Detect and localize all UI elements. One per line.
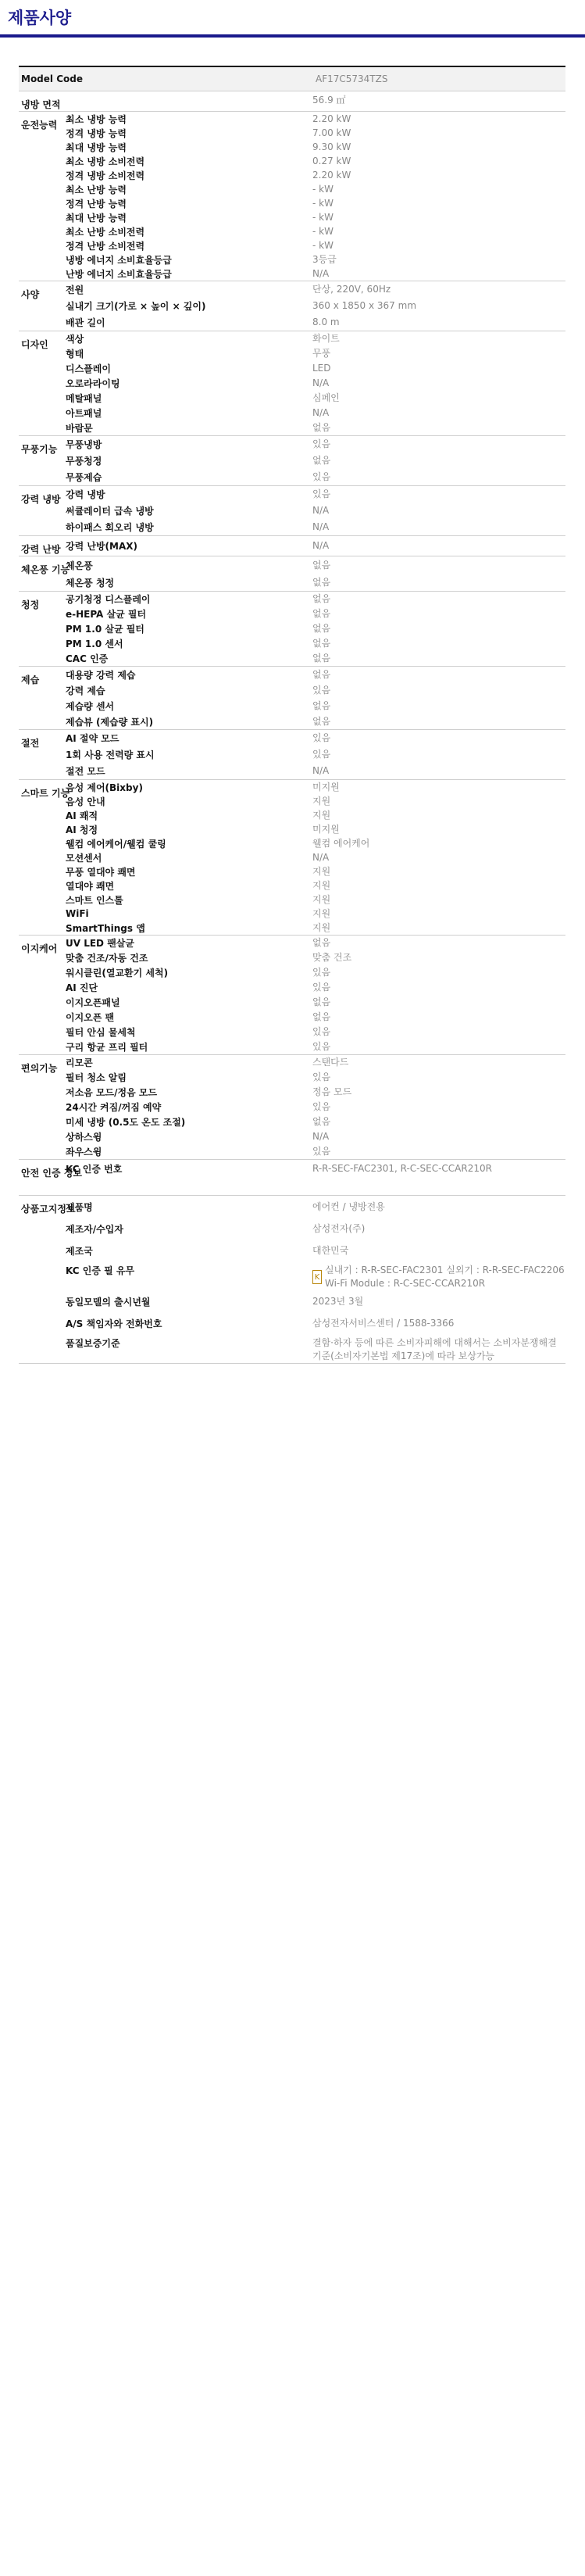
spec-label: 무풍냉방 xyxy=(66,439,102,450)
spec-value: 맞춤 건조 xyxy=(312,952,352,963)
spec-row xyxy=(66,436,565,453)
spec-row xyxy=(66,346,565,361)
spec-value: 3등급 xyxy=(312,253,337,265)
spec-value: N/A xyxy=(312,267,330,279)
spec-value: 지원 xyxy=(312,907,331,919)
spec-value: 2.20 kW xyxy=(312,169,351,181)
spec-items xyxy=(66,486,565,535)
spec-row xyxy=(66,808,565,822)
spec-label: 냉방 에너지 소비효율등급 xyxy=(66,254,172,266)
spec-label: 체온풍 xyxy=(66,560,93,571)
spec-category: 강력 냉방 xyxy=(21,494,61,505)
spec-label: 미세 냉방 (0.5도 온도 조절) xyxy=(66,1117,186,1128)
spec-row xyxy=(66,331,565,346)
spec-value: 없음 xyxy=(312,422,331,433)
spec-label: 무풍 열대야 쾌면 xyxy=(66,866,136,878)
spec-label: 제습량 센서 xyxy=(66,700,115,712)
spec-row xyxy=(66,1144,565,1159)
spec-value xyxy=(312,1264,565,1290)
spec-row xyxy=(66,980,565,995)
spec-label: 최대 냉방 능력 xyxy=(66,141,127,153)
spec-items xyxy=(66,112,565,281)
spec-row xyxy=(66,140,565,154)
spec-category: 체온풍 기능 xyxy=(21,564,70,575)
spec-row xyxy=(66,391,565,406)
spec-row xyxy=(66,822,565,836)
kc-mark-wrap xyxy=(312,1264,565,1290)
spec-row xyxy=(66,224,565,238)
spec-value: 지원 xyxy=(312,795,331,807)
spec-label: 최소 난방 소비전력 xyxy=(66,226,145,238)
spec-row xyxy=(66,864,565,878)
spec-value: 있음 xyxy=(312,684,331,696)
spec-label: 실내기 크기(가로 × 높이 × 깊이) xyxy=(66,301,206,312)
spec-row xyxy=(66,606,565,621)
spec-row xyxy=(66,780,565,794)
spec-label: e-HEPA 살균 필터 xyxy=(66,609,147,620)
spec-items xyxy=(66,667,565,729)
spec-value: 없음 xyxy=(312,996,331,1007)
spec-value: 없음 xyxy=(312,715,331,727)
spec-label: AI 청정 xyxy=(66,824,98,835)
spec-label: 맞춤 건조/자동 건조 xyxy=(66,953,148,964)
spec-row xyxy=(66,950,565,965)
spec-value: 화이트 xyxy=(312,333,340,344)
spec-label: 디스플레이 xyxy=(66,363,111,374)
spec-value: 미지원 xyxy=(312,781,340,792)
spec-row xyxy=(66,893,565,907)
spec-category: 냉방 면적 xyxy=(21,99,61,110)
spec-group xyxy=(19,91,565,112)
spec-label: 음성 안내 xyxy=(66,796,105,807)
spec-value: N/A xyxy=(312,407,330,418)
spec-value: 에어컨 / 냉방전용 xyxy=(312,1200,385,1212)
spec-value: 심페인 xyxy=(312,392,340,403)
spec-label: 절전 모드 xyxy=(66,766,105,777)
spec-group xyxy=(19,536,565,556)
spec-row xyxy=(66,667,565,682)
spec-row xyxy=(66,519,565,535)
spec-value: 무풍 xyxy=(312,348,331,359)
spec-row xyxy=(66,651,565,666)
spec-row xyxy=(66,746,565,763)
spec-group xyxy=(19,281,565,331)
spec-value: 없음 xyxy=(312,937,331,948)
spec-row xyxy=(66,420,565,435)
spec-value: 8.0 m xyxy=(312,317,340,327)
spec-label: 강력 제습 xyxy=(66,685,105,696)
spec-value: 없음 xyxy=(312,699,331,711)
model-code-value: AF17C5734TZS xyxy=(316,73,388,84)
spec-row xyxy=(66,556,565,574)
spec-row xyxy=(66,376,565,391)
spec-category: 절전 xyxy=(21,738,40,749)
spec-label: 필터 청소 알림 xyxy=(66,1072,127,1083)
spec-row xyxy=(66,1334,565,1363)
spec-row xyxy=(66,182,565,196)
spec-label: 배관 길이 xyxy=(66,317,105,328)
spec-label: 정격 냉방 소비전력 xyxy=(66,170,145,181)
spec-label: 1회 사용 전력량 표시 xyxy=(66,750,155,760)
spec-value: 단상, 220V, 60Hz xyxy=(312,284,391,295)
spec-value: 있음 xyxy=(312,749,331,760)
spec-label: 강력 냉방 xyxy=(66,489,105,500)
spec-row xyxy=(66,168,565,182)
spec-row xyxy=(66,1160,565,1195)
spec-value: 없음 xyxy=(312,608,331,619)
spec-row xyxy=(66,794,565,808)
spec-value: 360 x 1850 x 367 mm xyxy=(312,300,417,311)
spec-value: 있음 xyxy=(312,1041,331,1052)
spec-value: 정음 모드 xyxy=(312,1086,352,1097)
spec-row xyxy=(66,314,565,331)
spec-label: 바람문 xyxy=(66,423,93,434)
spec-row xyxy=(66,406,565,420)
spec-label: A/S 책임자와 전화번호 xyxy=(66,1318,162,1329)
spec-value: 스탠다드 xyxy=(312,1057,349,1068)
spec-label: 정격 난방 능력 xyxy=(66,198,127,209)
spec-value: 지원 xyxy=(312,865,331,877)
spec-label: 메탈패널 xyxy=(66,393,102,404)
spec-value: 있음 xyxy=(312,471,331,482)
spec-value: 대한민국 xyxy=(312,1244,349,1256)
spec-row xyxy=(66,1261,565,1290)
spec-value: 7.00 kW xyxy=(312,127,351,138)
spec-row xyxy=(66,469,565,485)
spec-row xyxy=(66,714,565,729)
spec-value: 지원 xyxy=(312,879,331,891)
spec-label: 전원 xyxy=(66,284,84,295)
spec-label: 열대야 쾌면 xyxy=(66,880,115,892)
spec-category: 사양 xyxy=(21,289,40,300)
spec-row xyxy=(66,1218,565,1240)
spec-row xyxy=(66,1312,565,1334)
spec-label: 음성 제어(Bixby) xyxy=(66,782,143,793)
spec-value: N/A xyxy=(312,539,330,551)
spec-value: 없음 xyxy=(312,559,331,571)
spec-row xyxy=(66,453,565,469)
spec-row xyxy=(66,1240,565,1261)
spec-label: 정격 냉방 능력 xyxy=(66,127,127,139)
spec-row xyxy=(66,921,565,935)
spec-label: 웰컴 에어케어/웰컴 쿨링 xyxy=(66,838,166,850)
spec-row xyxy=(66,298,565,314)
spec-row xyxy=(66,1196,565,1218)
spec-row xyxy=(66,154,565,168)
spec-value: 없음 xyxy=(312,1116,331,1127)
spec-row xyxy=(66,238,565,252)
spec-value: 있음 xyxy=(312,1072,331,1082)
spec-row xyxy=(66,850,565,864)
spec-value: 결함·하자 등에 따른 소비자피해에 대해서는 소비자분쟁해결기준(소비자기본법 제17조)에 따라 보상가능 xyxy=(312,1337,557,1361)
spec-value: 지원 xyxy=(312,809,331,821)
spec-label: SmartThings 앱 xyxy=(66,922,145,934)
spec-value: N/A xyxy=(312,851,330,863)
spec-row xyxy=(66,907,565,921)
spec-row xyxy=(66,1025,565,1039)
spec-category: 제습 xyxy=(21,674,40,685)
spec-row xyxy=(66,210,565,224)
spec-row xyxy=(66,112,565,126)
spec-row xyxy=(66,1129,565,1144)
spec-row xyxy=(66,1085,565,1100)
spec-label: 구리 항균 프리 필터 xyxy=(66,1042,148,1053)
spec-value: 삼성전자서비스센터 / 1588-3366 xyxy=(312,1317,455,1329)
spec-row xyxy=(66,698,565,714)
spec-label: 강력 난방(MAX) xyxy=(66,540,137,552)
spec-label: UV LED 팬살균 xyxy=(66,938,134,949)
spec-label: 써큘레이터 급속 냉방 xyxy=(66,506,154,517)
spec-row xyxy=(66,836,565,850)
spec-value: - kW xyxy=(312,197,334,209)
spec-label: 저소음 모드/정음 모드 xyxy=(66,1087,158,1098)
spec-label: 무풍청정 xyxy=(66,456,102,467)
spec-label: 공기청정 디스플레이 xyxy=(66,594,151,605)
spec-value: 지원 xyxy=(312,893,331,905)
spec-label: 필터 안심 물세척 xyxy=(66,1027,136,1038)
spec-value: N/A xyxy=(312,1131,330,1142)
spec-value: 56.9 ㎡ xyxy=(312,95,346,106)
spec-row xyxy=(66,281,565,298)
spec-value: 없음 xyxy=(312,576,331,588)
spec-group xyxy=(19,730,565,780)
spec-label: KC 인증 번호 xyxy=(66,1164,123,1175)
spec-label: 이지오픈패널 xyxy=(66,997,120,1008)
spec-items xyxy=(66,331,565,435)
spec-value: 지원 xyxy=(312,921,331,933)
spec-label: AI 절약 모드 xyxy=(66,733,119,744)
spec-label: PM 1.0 센서 xyxy=(66,639,123,649)
spec-value: - kW xyxy=(312,183,334,195)
spec-items xyxy=(66,91,565,111)
spec-value: 없음 xyxy=(312,653,331,664)
spec-label: AI 쾌적 xyxy=(66,810,98,821)
spec-row xyxy=(66,486,565,503)
spec-label: 대용량 강력 제습 xyxy=(66,669,136,681)
spec-label: 이지오픈 팬 xyxy=(66,1012,115,1023)
spec-group xyxy=(19,780,565,936)
model-code-label: Model Code xyxy=(21,73,83,84)
spec-label: 동일모델의 출시년월 xyxy=(66,1296,151,1308)
spec-row xyxy=(66,1070,565,1085)
spec-row xyxy=(66,503,565,519)
spec-label: AI 진단 xyxy=(66,982,98,993)
spec-row xyxy=(66,91,565,109)
spec-label: 스마트 인스톨 xyxy=(66,894,123,906)
spec-row xyxy=(66,1100,565,1114)
spec-label: 최소 냉방 소비전력 xyxy=(66,156,145,167)
spec-value: 있음 xyxy=(312,982,331,993)
spec-row xyxy=(66,267,565,281)
spec-row xyxy=(66,878,565,893)
spec-row xyxy=(66,621,565,636)
spec-label: 좌우스윙 xyxy=(66,1147,102,1157)
spec-groups xyxy=(19,91,565,1364)
spec-label: KC 인증 필 유무 xyxy=(66,1265,135,1276)
spec-label: 리모콘 xyxy=(66,1057,93,1068)
spec-row xyxy=(66,196,565,210)
spec-label: 무풍제습 xyxy=(66,472,102,483)
spec-label: 아트패널 xyxy=(66,408,102,419)
spec-value: N/A xyxy=(312,377,330,388)
spec-label: 최대 난방 능력 xyxy=(66,212,127,224)
spec-items xyxy=(66,936,565,1054)
spec-category: 상품고지정보 xyxy=(21,1204,76,1215)
spec-row xyxy=(66,361,565,376)
spec-items xyxy=(66,730,565,779)
spec-category: 강력 난방 xyxy=(21,544,61,555)
spec-label: 제습뷰 (제습량 표시) xyxy=(66,716,154,728)
spec-label: 최소 난방 능력 xyxy=(66,184,127,195)
spec-table xyxy=(19,66,565,1364)
spec-items xyxy=(66,1160,565,1195)
spec-value: 없음 xyxy=(312,593,331,604)
spec-label: 오로라라이팅 xyxy=(66,378,120,389)
spec-items xyxy=(66,780,565,935)
spec-category: 이지케어 xyxy=(21,943,58,954)
spec-row xyxy=(66,1010,565,1025)
spec-row xyxy=(66,730,565,746)
spec-items xyxy=(66,556,565,591)
spec-value: 있음 xyxy=(312,438,331,449)
spec-value: 있음 xyxy=(312,732,331,743)
spec-category: 청정 xyxy=(21,599,40,610)
spec-row xyxy=(66,1114,565,1129)
spec-group xyxy=(19,1160,565,1196)
spec-value: N/A xyxy=(312,521,330,532)
spec-value: 웰컴 에어케어 xyxy=(312,837,370,849)
spec-value: N/A xyxy=(312,505,330,516)
spec-value: 있음 xyxy=(312,1026,331,1037)
spec-value: - kW xyxy=(312,239,334,251)
spec-value: 있음 xyxy=(312,1101,331,1112)
spec-label: 상하스윙 xyxy=(66,1132,102,1143)
spec-row xyxy=(66,574,565,591)
spec-value: N/A xyxy=(312,765,330,776)
spec-group xyxy=(19,486,565,536)
spec-group xyxy=(19,936,565,1055)
spec-category: 편의기능 xyxy=(21,1063,58,1074)
spec-label: 24시간 켜짐/꺼짐 예약 xyxy=(66,1102,162,1113)
spec-row xyxy=(66,1055,565,1070)
page-title: 제품사양 xyxy=(0,0,585,38)
spec-category: 디자인 xyxy=(21,339,48,350)
spec-value: LED xyxy=(312,363,331,374)
spec-value: 2023년 3월 xyxy=(312,1295,364,1307)
spec-label: 색상 xyxy=(66,334,84,345)
spec-category: 운전능력 xyxy=(21,120,58,131)
spec-row xyxy=(66,995,565,1010)
spec-group xyxy=(19,1055,565,1160)
spec-row xyxy=(66,126,565,140)
spec-row xyxy=(66,1290,565,1312)
spec-value: 있음 xyxy=(312,488,331,499)
spec-label: 워시클린(열교환기 세척) xyxy=(66,968,169,979)
spec-value: 있음 xyxy=(312,967,331,978)
spec-label: 정격 난방 소비전력 xyxy=(66,240,145,252)
spec-value: 없음 xyxy=(312,623,331,634)
spec-group xyxy=(19,331,565,436)
spec-row xyxy=(66,636,565,651)
spec-row xyxy=(66,682,565,698)
spec-category: 스마트 기능 xyxy=(21,788,70,799)
spec-value: - kW xyxy=(312,225,334,237)
spec-label: 모션센서 xyxy=(66,852,102,864)
spec-value: 없음 xyxy=(312,638,331,649)
spec-label: 난방 에너지 소비효율등급 xyxy=(66,268,172,280)
spec-row xyxy=(66,536,565,555)
spec-items xyxy=(66,1055,565,1159)
spec-group xyxy=(19,1196,565,1364)
kc-mark-icon: K xyxy=(312,1270,322,1284)
spec-label: 하이패스 회오리 냉방 xyxy=(66,522,154,533)
spec-group xyxy=(19,556,565,592)
spec-row xyxy=(66,1039,565,1054)
spec-group xyxy=(19,592,565,667)
spec-label: 제조자/수입자 xyxy=(66,1223,123,1235)
spec-value: 없음 xyxy=(312,668,331,680)
spec-value: R-R-SEC-FAC2301, R-C-SEC-CCAR210R xyxy=(312,1163,492,1174)
spec-items xyxy=(66,281,565,331)
spec-value: 0.27 kW xyxy=(312,155,351,166)
spec-row xyxy=(66,592,565,606)
spec-category: 무풍기능 xyxy=(21,444,58,455)
spec-group xyxy=(19,667,565,730)
spec-items xyxy=(66,536,565,556)
spec-value: 2.20 kW xyxy=(312,113,351,124)
spec-label: 제품명 xyxy=(66,1201,93,1213)
spec-value: 있음 xyxy=(312,1146,331,1157)
spec-value: 삼성전자(주) xyxy=(312,1222,366,1234)
spec-row xyxy=(66,252,565,267)
spec-label: WiFi xyxy=(66,908,89,919)
spec-value: 9.30 kW xyxy=(312,141,351,152)
spec-row xyxy=(66,936,565,950)
spec-label: 최소 냉방 능력 xyxy=(66,113,127,125)
spec-value: - kW xyxy=(312,211,334,223)
model-code-row xyxy=(19,67,565,91)
spec-value: 없음 xyxy=(312,1011,331,1022)
spec-items xyxy=(66,436,565,485)
spec-row xyxy=(66,965,565,980)
spec-value: 미지원 xyxy=(312,823,340,835)
spec-label: CAC 인증 xyxy=(66,653,109,664)
spec-group xyxy=(19,112,565,281)
spec-label: 형태 xyxy=(66,349,84,360)
spec-category: 안전 인증 정보 xyxy=(21,1168,82,1179)
spec-value: 없음 xyxy=(312,455,331,466)
spec-label: PM 1.0 살균 필터 xyxy=(66,624,144,635)
spec-items xyxy=(66,1196,565,1363)
spec-label: 체온풍 청정 xyxy=(66,577,115,589)
spec-row xyxy=(66,763,565,779)
spec-items xyxy=(66,592,565,666)
kc-cert-text: 실내기 : R-R-SEC-FAC2301 실외기 : R-R-SEC-FAC2206 Wi-Fi Module : R-C-SEC-CCAR210R xyxy=(325,1265,565,1289)
spec-label: 제조국 xyxy=(66,1245,93,1257)
spec-group xyxy=(19,436,565,486)
spec-label: 품질보증기준 xyxy=(66,1338,120,1349)
